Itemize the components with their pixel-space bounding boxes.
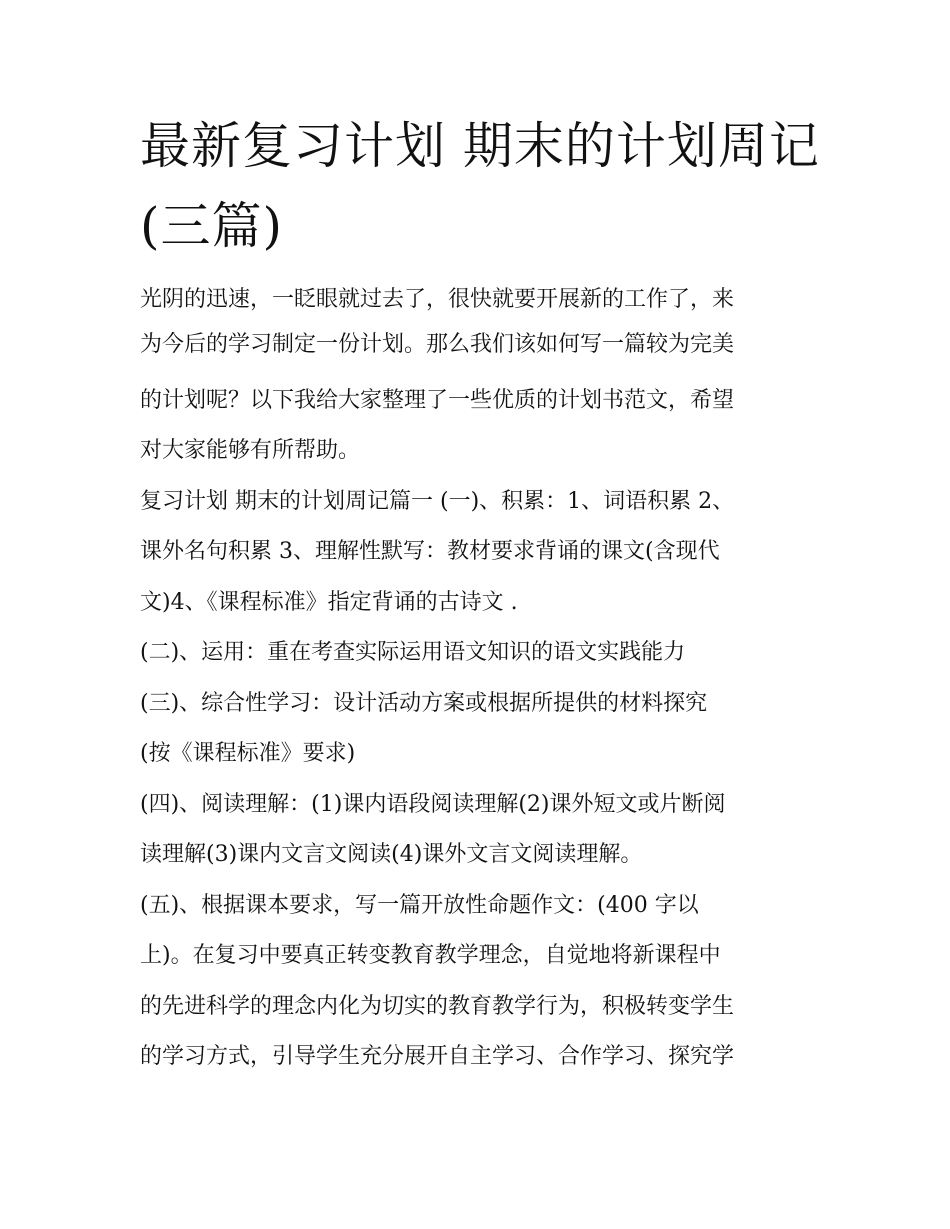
body-line-11: (四)、阅读理解：(1)课内语段阅读理解(2)课外短文或片断阅 bbox=[140, 792, 726, 817]
body-line-10: (按《课程标准》要求) bbox=[140, 741, 356, 766]
body-line-13: (五)、根据课本要求，写一篇开放性命题作文：(400 字以 bbox=[140, 893, 699, 918]
body-line-12: 读理解(3)课内文言文阅读(4)课外文言文阅读理解。 bbox=[140, 842, 643, 867]
body-line-2: 为今后的学习制定一份计划。那么我们该如何写一篇较为完美 bbox=[140, 332, 735, 357]
body-line-7: 文)4、《课程标准》指定背诵的古诗文 . bbox=[140, 590, 518, 615]
body-line-16: 的学习方式，引导学生充分展开自主学习、合作学习、探究学 bbox=[140, 1044, 735, 1069]
body-line-3: 的计划呢？以下我给大家整理了一些优质的计划书范文，希望 bbox=[140, 388, 735, 413]
document-title-line-2: (三篇) bbox=[140, 197, 284, 255]
body-line-4: 对大家能够有所帮助。 bbox=[140, 438, 361, 463]
body-line-15: 的先进科学的理念内化为切实的教育教学行为，积极转变学生 bbox=[140, 994, 735, 1019]
body-line-5: 复习计划 期末的计划周记篇一 (一)、积累：1、词语积累 2、 bbox=[140, 489, 735, 514]
body-line-9: (三)、综合性学习：设计活动方案或根据所提供的材料探究 bbox=[140, 691, 708, 716]
body-line-14: 上)。在复习中要真正转变教育教学理念，自觉地将新课程中 bbox=[140, 943, 721, 968]
body-line-6: 课外名句积累 3、理解性默写：教材要求背诵的课文(含现代 bbox=[140, 539, 720, 564]
body-line-1: 光阴的迅速，一眨眼就过去了，很快就要开展新的工作了，来 bbox=[140, 287, 735, 312]
body-line-8: (二)、运用：重在考查实际运用语文知识的语文实践能力 bbox=[140, 640, 686, 665]
document-title-line-1: 最新复习计划 期末的计划周记 bbox=[140, 117, 820, 175]
